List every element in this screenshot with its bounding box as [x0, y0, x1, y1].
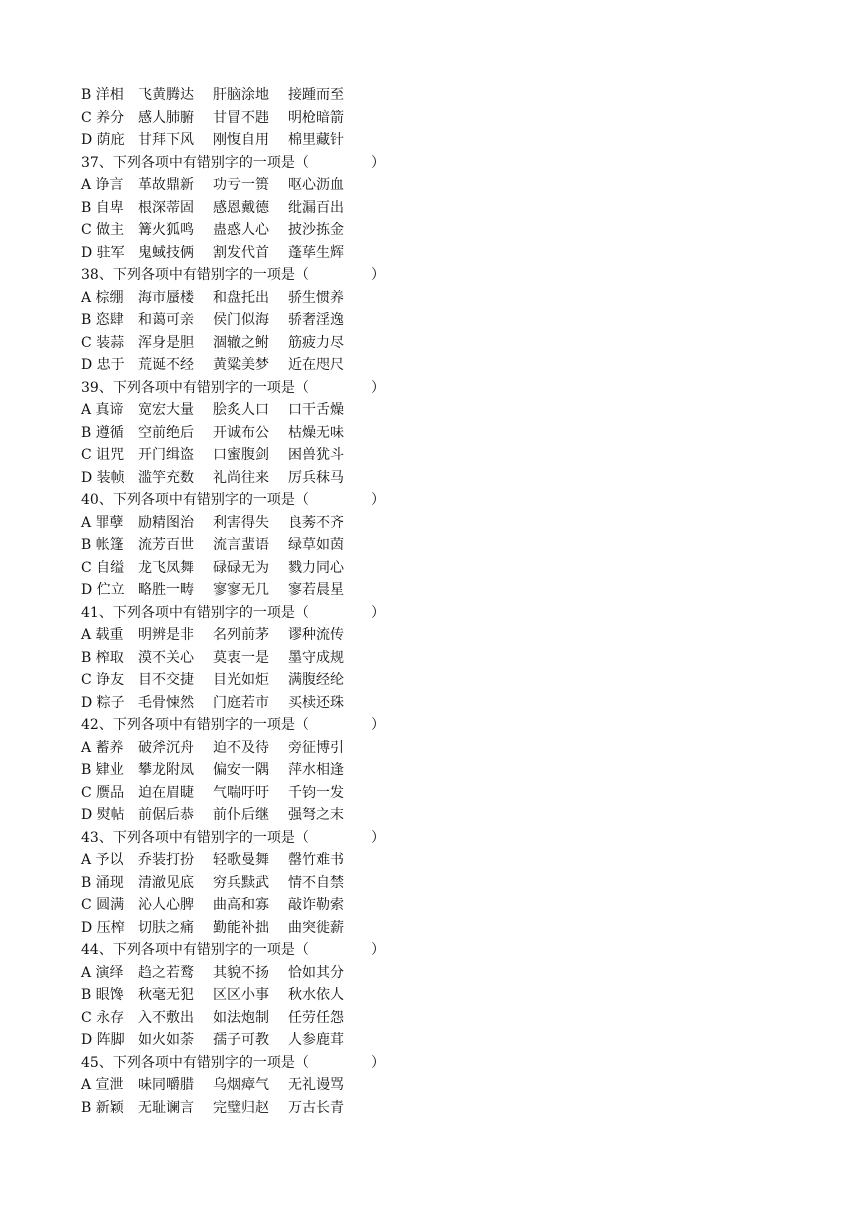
option-idiom-2: 勤能补拙: [213, 919, 269, 936]
option-idiom-1: 漠不关心: [138, 649, 194, 666]
option-line: [81, 804, 411, 827]
option-word: D 压榨: [81, 919, 125, 936]
option-idiom-2: 流言蜚语: [213, 537, 269, 553]
option-idiom-1: 空前绝后: [138, 424, 194, 441]
option-line: [81, 624, 411, 647]
option-idiom-3: 筋疲力尽: [288, 334, 344, 351]
option-idiom-2: 迫不及待: [213, 739, 269, 756]
option-word: C 永存: [81, 1009, 125, 1026]
option-idiom-1: 攀龙附凤: [138, 762, 194, 778]
option-line: [81, 444, 411, 467]
option-line: [81, 647, 411, 670]
option-idiom-1: 励精图治: [138, 514, 194, 531]
option-word: C 自缢: [81, 559, 125, 576]
option-word: B 恣肆: [81, 312, 124, 328]
option-idiom-3: 罄竹难书: [288, 852, 344, 868]
option-idiom-3: 近在咫尺: [288, 357, 344, 373]
option-idiom-3: 纰漏百出: [288, 199, 344, 216]
option-line: [81, 872, 411, 895]
option-line: [81, 692, 411, 715]
option-word: B 榨取: [81, 649, 124, 666]
option-idiom-3: 良莠不齐: [288, 514, 344, 531]
option-idiom-1: 清澈见底: [138, 874, 194, 891]
option-idiom-1: 入不敷出: [138, 1009, 194, 1026]
option-idiom-2: 开诚布公: [213, 424, 269, 441]
option-word: A 宣泄: [81, 1077, 124, 1093]
option-idiom-1: 乔装打扮: [138, 852, 194, 868]
question-text: 43、下列各项中有错别字的一项是（: [81, 829, 309, 846]
question-line: [81, 827, 411, 850]
option-idiom-2: 礼尚往来: [213, 469, 269, 486]
option-idiom-1: 破斧沉舟: [138, 739, 194, 756]
option-line: [81, 669, 411, 692]
option-idiom-2: 如法炮制: [213, 1009, 269, 1026]
option-idiom-1: 飞黄腾达: [138, 87, 194, 103]
option-idiom-2: 其貌不扬: [213, 964, 269, 981]
option-word: B 遵循: [81, 424, 124, 441]
option-idiom-1: 感人肺腑: [138, 109, 194, 126]
option-idiom-2: 割发代首: [213, 244, 269, 261]
question-line: [81, 714, 411, 737]
option-word: D 驻军: [81, 244, 125, 261]
option-idiom-1: 味同嚼腊: [138, 1077, 194, 1093]
option-word: B 肄业: [81, 762, 124, 778]
option-idiom-3: 骄生惯养: [288, 289, 344, 306]
option-idiom-2: 涸辙之鲋: [213, 334, 269, 351]
option-idiom-1: 目不交捷: [138, 672, 194, 688]
option-word: A 真谛: [81, 402, 124, 418]
option-idiom-3: 谬种流传: [288, 627, 344, 643]
option-idiom-3: 棉里藏针: [288, 132, 344, 148]
option-idiom-2: 黄粱美梦: [213, 357, 269, 373]
option-idiom-2: 目光如炬: [213, 672, 269, 688]
option-line: [81, 557, 411, 580]
option-idiom-1: 根深蒂固: [138, 199, 194, 216]
option-word: B 自卑: [81, 199, 124, 216]
option-idiom-3: 情不自禁: [288, 874, 344, 891]
option-line: [81, 849, 411, 872]
option-idiom-1: 秋毫无犯: [138, 987, 194, 1003]
question-list: [81, 84, 411, 1119]
option-line: [81, 759, 411, 782]
option-idiom-3: 呕心沥血: [288, 177, 344, 193]
option-word: D 阵脚: [81, 1032, 125, 1048]
option-idiom-2: 侯门似海: [213, 312, 269, 328]
option-idiom-1: 无耻谰言: [138, 1099, 194, 1116]
option-word: C 养分: [81, 109, 125, 126]
question-text: 39、下列各项中有错别字的一项是（: [81, 379, 309, 396]
option-idiom-3: 千钧一发: [288, 784, 344, 801]
option-idiom-3: 买椟还珠: [288, 694, 344, 711]
option-idiom-3: 寥若晨星: [288, 582, 344, 598]
closing-paren: ）: [371, 942, 385, 958]
option-line: [81, 1074, 411, 1097]
question-line: [81, 1052, 411, 1075]
option-idiom-2: 刚愎自用: [213, 132, 269, 148]
option-idiom-3: 枯燥无味: [288, 424, 344, 441]
closing-paren: ）: [371, 267, 385, 283]
option-idiom-2: 和盘托出: [213, 289, 269, 306]
option-idiom-3: 万古长青: [288, 1099, 344, 1116]
option-word: C 做主: [81, 222, 125, 238]
option-word: C 赝品: [81, 784, 125, 801]
option-idiom-1: 略胜一畴: [138, 582, 194, 598]
option-idiom-2: 肝脑涂地: [213, 87, 269, 103]
option-idiom-2: 名列前茅: [213, 627, 269, 643]
option-idiom-2: 蛊惑人心: [213, 222, 269, 238]
option-line: [81, 782, 411, 805]
option-idiom-3: 墨守成规: [288, 649, 344, 666]
option-idiom-3: 接踵而至: [288, 87, 344, 103]
question-line: [81, 264, 411, 287]
option-idiom-2: 完璧归赵: [213, 1099, 269, 1116]
option-word: B 洋相: [81, 87, 124, 103]
option-word: D 忠于: [81, 357, 125, 373]
option-idiom-2: 乌烟瘴气: [213, 1077, 269, 1093]
question-line: [81, 939, 411, 962]
option-idiom-3: 任劳任怨: [288, 1009, 344, 1026]
option-idiom-2: 孺子可教: [213, 1032, 269, 1048]
option-idiom-3: 厉兵秣马: [288, 469, 344, 486]
option-idiom-2: 利害得失: [213, 514, 269, 531]
closing-paren: ）: [371, 717, 385, 733]
option-idiom-2: 感恩戴德: [213, 199, 269, 216]
question-line: [81, 152, 411, 175]
option-idiom-1: 明辨是非: [138, 627, 194, 643]
question-text: 41、下列各项中有错别字的一项是（: [81, 604, 309, 621]
option-line: [81, 309, 411, 332]
option-idiom-1: 篝火狐鸣: [138, 222, 194, 238]
option-line: [81, 1029, 411, 1052]
option-idiom-1: 毛骨悚然: [138, 694, 194, 711]
option-idiom-1: 革故鼎新: [138, 177, 194, 193]
closing-paren: ）: [371, 604, 385, 621]
option-idiom-3: 萍水相逢: [288, 762, 344, 778]
option-idiom-3: 秋水依人: [288, 987, 344, 1003]
option-idiom-3: 蓬荜生辉: [288, 244, 344, 261]
option-word: A 罪孽: [81, 514, 124, 531]
closing-paren: ）: [371, 492, 385, 508]
option-line: [81, 242, 411, 265]
closing-paren: ）: [371, 829, 385, 846]
option-line: [81, 219, 411, 242]
option-line: [81, 1097, 411, 1120]
option-idiom-3: 旁征博引: [288, 739, 344, 756]
option-idiom-3: 无礼谩骂: [288, 1077, 344, 1093]
option-word: A 予以: [81, 852, 124, 868]
closing-paren: ）: [371, 1054, 385, 1071]
option-idiom-3: 敲诈勒索: [288, 897, 344, 913]
option-line: [81, 354, 411, 377]
option-idiom-3: 披沙拣金: [288, 222, 344, 238]
question-line: [81, 489, 411, 512]
option-line: [81, 917, 411, 940]
question-text: 42、下列各项中有错别字的一项是（: [81, 717, 309, 733]
option-idiom-2: 功亏一篑: [213, 177, 269, 193]
option-idiom-1: 切肤之痛: [138, 919, 194, 936]
option-word: D 伫立: [81, 582, 125, 598]
question-line: [81, 602, 411, 625]
option-line: [81, 107, 411, 130]
option-idiom-3: 人参鹿茸: [288, 1032, 344, 1048]
closing-paren: ）: [371, 379, 385, 396]
option-idiom-1: 甘拜下风: [138, 132, 194, 148]
option-word: D 荫庇: [81, 132, 125, 148]
option-idiom-1: 和蔼可亲: [138, 312, 194, 328]
option-line: [81, 174, 411, 197]
option-idiom-3: 骄奢淫逸: [288, 312, 344, 328]
option-idiom-1: 趋之若鹜: [138, 964, 194, 981]
option-line: [81, 737, 411, 760]
option-line: [81, 467, 411, 490]
option-idiom-3: 戮力同心: [288, 559, 344, 576]
option-word: B 新颖: [81, 1099, 124, 1116]
option-idiom-1: 浑身是胆: [138, 334, 194, 351]
option-idiom-1: 龙飞凤舞: [138, 559, 194, 576]
option-word: A 棕绷: [81, 289, 124, 306]
option-idiom-3: 绿草如茵: [288, 537, 344, 553]
question-text: 40、下列各项中有错别字的一项是（: [81, 492, 309, 508]
option-word: C 装蒜: [81, 334, 125, 351]
option-word: D 粽子: [81, 694, 125, 711]
option-idiom-2: 口蜜腹剑: [213, 447, 269, 463]
option-idiom-2: 曲高和寡: [213, 897, 269, 913]
option-word: C 诤友: [81, 672, 125, 688]
option-word: C 诅咒: [81, 447, 125, 463]
option-idiom-2: 脍炙人口: [213, 402, 269, 418]
question-text: 44、下列各项中有错别字的一项是（: [81, 942, 309, 958]
option-word: A 载重: [81, 627, 124, 643]
question-line: [81, 377, 411, 400]
option-word: B 帐篷: [81, 537, 124, 553]
option-word: A 诤言: [81, 177, 124, 193]
option-line: [81, 534, 411, 557]
option-idiom-3: 明枪暗箭: [288, 109, 344, 126]
option-idiom-2: 区区小事: [213, 987, 269, 1003]
option-idiom-3: 强弩之末: [288, 807, 344, 823]
option-word: B 眼馋: [81, 987, 124, 1003]
option-idiom-3: 满腹经纶: [288, 672, 344, 688]
option-idiom-1: 鬼蜮技俩: [138, 244, 194, 261]
option-word: D 熨帖: [81, 807, 125, 823]
option-idiom-1: 宽宏大量: [138, 402, 194, 418]
option-idiom-1: 流芳百世: [138, 537, 194, 553]
option-idiom-2: 穷兵黩武: [213, 874, 269, 891]
option-word: A 蓄养: [81, 739, 124, 756]
closing-paren: ）: [371, 154, 385, 171]
option-idiom-2: 碌碌无为: [213, 559, 269, 576]
option-idiom-1: 沁人心脾: [138, 897, 194, 913]
option-idiom-2: 偏安一隅: [213, 762, 269, 778]
option-idiom-2: 甘冒不韪: [213, 109, 269, 126]
option-idiom-1: 滥竽充数: [138, 469, 194, 486]
question-text: 45、下列各项中有错别字的一项是（: [81, 1054, 309, 1071]
option-idiom-2: 门庭若市: [213, 694, 269, 711]
option-line: [81, 962, 411, 985]
question-text: 37、下列各项中有错别字的一项是（: [81, 154, 309, 171]
option-line: [81, 579, 411, 602]
option-line: [81, 129, 411, 152]
option-line: [81, 984, 411, 1007]
option-line: [81, 84, 411, 107]
option-word: D 装帧: [81, 469, 125, 486]
option-line: [81, 1007, 411, 1030]
option-idiom-1: 如火如荼: [138, 1032, 194, 1048]
option-line: [81, 399, 411, 422]
option-line: [81, 422, 411, 445]
option-idiom-3: 困兽犹斗: [288, 447, 344, 463]
option-idiom-1: 前倨后恭: [138, 807, 194, 823]
option-line: [81, 894, 411, 917]
option-idiom-1: 迫在眉睫: [138, 784, 194, 801]
option-word: C 圆满: [81, 897, 125, 913]
option-line: [81, 332, 411, 355]
option-line: [81, 197, 411, 220]
option-idiom-2: 轻歌曼舞: [213, 852, 269, 868]
option-idiom-3: 曲突徙薪: [288, 919, 344, 936]
option-line: [81, 512, 411, 535]
option-idiom-1: 海市蜃楼: [138, 289, 194, 306]
option-idiom-3: 恰如其分: [288, 964, 344, 981]
option-line: [81, 287, 411, 310]
option-idiom-2: 寥寥无几: [213, 582, 269, 598]
option-word: B 涌现: [81, 874, 124, 891]
option-idiom-1: 荒诞不经: [138, 357, 194, 373]
option-idiom-2: 前仆后继: [213, 807, 269, 823]
option-idiom-2: 莫衷一是: [213, 649, 269, 666]
option-word: A 演绎: [81, 964, 124, 981]
question-text: 38、下列各项中有错别字的一项是（: [81, 267, 309, 283]
option-idiom-2: 气喘吁吁: [213, 784, 269, 801]
option-idiom-1: 开门缉盗: [138, 447, 194, 463]
option-idiom-3: 口干舌燥: [288, 402, 344, 418]
